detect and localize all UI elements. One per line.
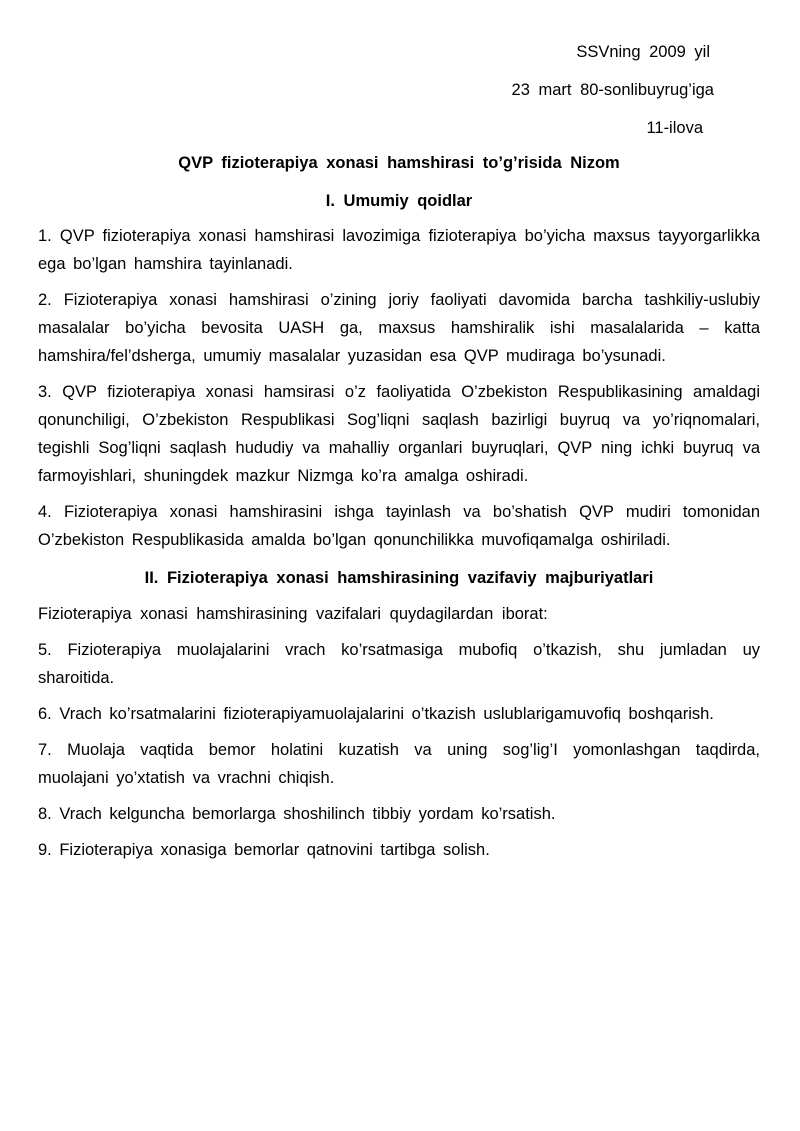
paragraph-6: 6. Vrach ko’rsatmalarini fizioterapiyamuolajalarini o’tkazish uslublarigamuvofiq boshqarish. bbox=[38, 705, 714, 723]
section-heading-duties: II. Fizioterapiya xonasi hamshirasining vazifaviy majburiyatlari bbox=[144, 569, 654, 587]
paragraph-3: 3. QVP fizioterapiya xonasi hamsirasi o’z faoliyatida O’zbekiston Respublikasining amaldagi qonunchiligi, O’zbekiston Respublikasi Sog’liqni saqlash bazirligi buyruq va yo’riqnomalari, tegishli Sog’liqni saqlash hududiy va mahalliy organlari buyruqlari, QVP ning ichki buyruq va farmoyishlari, shuningdek mazkur Nizmga ko’ra amalga oshiradi. bbox=[38, 383, 760, 485]
paragraph-5: 5. Fizioterapiya muolajalarini vrach ko’rsatmasiga mubofiq o’tkazish, shu jumladan uy sharoitida. bbox=[38, 641, 760, 687]
paragraph-2: 2. Fizioterapiya xonasi hamshirasi o’zining joriy faoliyati davomida barcha tashkiliy-uslubiy masalalar bo’yicha bevosita UASH ga, maxsus hamshiralik ishi masalalarida – katta hamshira/fel’dsherga, umumiy masalalar yuzasidan esa QVP mudiraga bo’ysunadi. bbox=[38, 291, 760, 365]
paragraph-1: 1. QVP fizioterapiya xonasi hamshirasi lavozimiga fizioterapiya bo’yicha maxsus tayyorgarlikka ega bo’lgan hamshira tayinlanadi. bbox=[38, 227, 760, 273]
document-title: QVP fizioterapiya xonasi hamshirasi to’g’risida Nizom bbox=[178, 154, 620, 172]
duties-intro: Fizioterapiya xonasi hamshirasining vazifalari quydagilardan iborat: bbox=[38, 605, 548, 623]
paragraph-4: 4. Fizioterapiya xonasi hamshirasini ishga tayinlash va bo’shatish QVP mudiri tomonidan O’zbekiston Respublikasida amalda bo’lgan qonunchilikka muvofiqamalga oshiriladi. bbox=[38, 503, 760, 549]
document-page bbox=[38, 38, 760, 864]
approval-reference-line-2: 23 mart 80-sonlibuyrug’iga bbox=[511, 81, 714, 99]
approval-reference-line-1: SSVning 2009 yil bbox=[576, 43, 710, 61]
paragraph-7: 7. Muolaja vaqtida bemor holatini kuzatish va uning sog’lig’I yomonlashgan taqdirda, muolajani yo’xtatish va vrachni chiqish. bbox=[38, 741, 760, 787]
section-heading-general-rules: I. Umumiy qoidlar bbox=[325, 192, 473, 210]
appendix-number: 11-ilova bbox=[646, 119, 703, 137]
paragraph-9: 9. Fizioterapiya xonasiga bemorlar qatnovini tartibga solish. bbox=[38, 841, 490, 859]
paragraph-8: 8. Vrach kelguncha bemorlarga shoshilinch tibbiy yordam ko’rsatish. bbox=[38, 805, 556, 823]
